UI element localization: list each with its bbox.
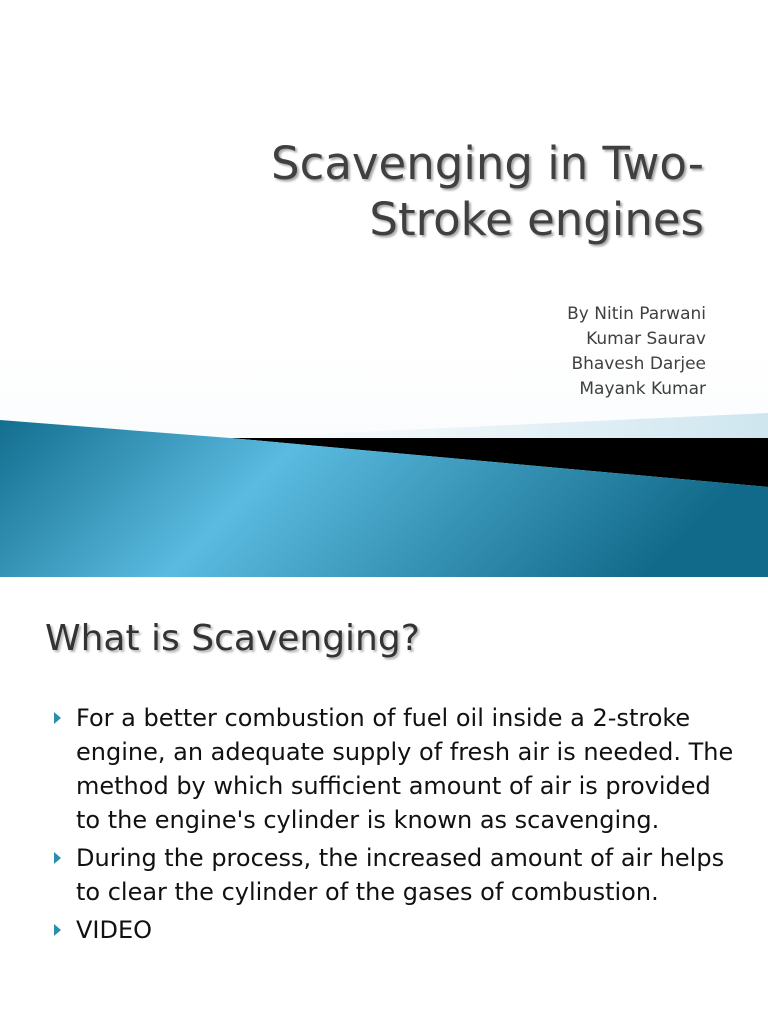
- bullet-text-3: VIDEO: [76, 916, 153, 944]
- slide-heading: What is Scavenging?: [45, 618, 420, 659]
- decorative-band: [0, 405, 768, 577]
- content-slide: [0, 577, 768, 1024]
- pale-wedge: [230, 413, 768, 438]
- bullet-text-2: During the process, the increased amount of air helps to clear the cylinder of the gases of combustion.: [76, 844, 725, 906]
- author-4: Mayank Kumar: [579, 379, 706, 399]
- title-line-2: Stroke engines: [369, 193, 704, 246]
- author-2: Kumar Saurav: [586, 329, 706, 349]
- bullet-text-1: For a better combustion of fuel oil inside a 2-stroke engine, an adequate supply of fresh air is needed. The method by which sufficient amount of air is provided to the engine's cylinder is known as scavenging.: [76, 704, 734, 834]
- slide-title: [144, 136, 704, 248]
- bullet-list: [76, 701, 736, 951]
- list-item: [76, 913, 736, 947]
- author-1: By Nitin Parwani: [567, 304, 706, 324]
- author-list: [567, 302, 706, 402]
- triangle-right-icon: [54, 712, 61, 724]
- triangle-right-icon: [54, 852, 61, 864]
- title-line-1: Scavenging in Two-: [271, 137, 704, 190]
- triangle-right-icon: [54, 924, 61, 936]
- list-item: [76, 841, 736, 909]
- list-item: [76, 701, 736, 837]
- author-3: Bhavesh Darjee: [571, 354, 706, 374]
